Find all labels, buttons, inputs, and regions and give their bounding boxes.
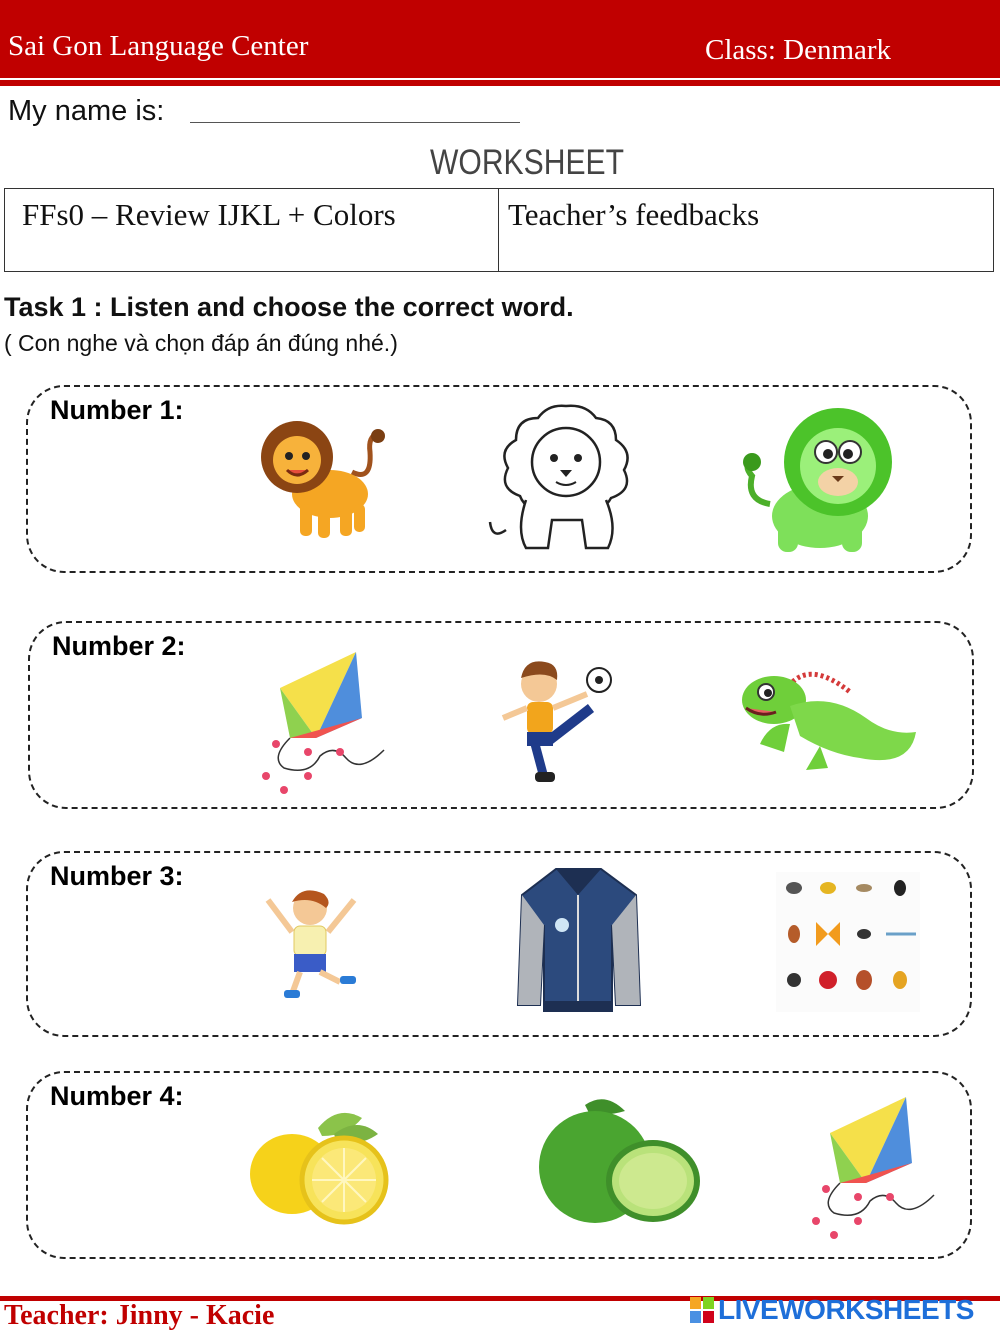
kite-image[interactable] <box>800 1093 940 1245</box>
liveworksheets-icon <box>690 1297 714 1323</box>
info-table <box>4 188 994 272</box>
question-label: Number 3: <box>50 861 184 891</box>
header-bar <box>0 0 1000 78</box>
orange-lion-image[interactable] <box>252 412 387 547</box>
liveworksheets-text: LIVEWORKSHEETS <box>718 1294 974 1325</box>
class-label: Class: Denmark <box>705 34 892 66</box>
school-name: Sai Gon Language Center <box>8 30 309 62</box>
question-label: Number 4: <box>50 1081 184 1111</box>
green-lion-image[interactable] <box>738 404 903 559</box>
teacher-feedback-label: Teacher’s feedbacks <box>508 197 760 232</box>
lemon-image[interactable] <box>248 1108 393 1228</box>
insects-chart-image[interactable] <box>776 872 920 1012</box>
header-divider <box>0 80 1000 86</box>
iguana-image[interactable] <box>740 652 920 777</box>
liveworksheets-logo <box>690 1294 974 1326</box>
task-title: Task 1 : Listen and choose the correct word. <box>4 292 574 322</box>
worksheet-title: WORKSHEET <box>430 143 624 182</box>
lime-image[interactable] <box>535 1095 700 1230</box>
question-label: Number 1: <box>50 395 184 425</box>
name-label: My name is: <box>8 95 165 127</box>
task-subtitle: ( Con nghe và chọn đáp án đúng nhé.) <box>4 330 398 356</box>
jacket-image[interactable] <box>516 865 641 1013</box>
teacher-name: Teacher: Jinny - Kacie <box>4 1300 275 1331</box>
boy-jumping-image[interactable] <box>262 882 362 1002</box>
outline-lion-image[interactable] <box>486 400 646 555</box>
name-input-line[interactable] <box>190 122 520 123</box>
kite-image[interactable] <box>250 648 390 800</box>
boy-kicking-ball-image[interactable] <box>495 648 620 793</box>
question-label: Number 2: <box>52 631 186 661</box>
lesson-title: FFs0 – Review IJKL + Colors <box>22 197 396 232</box>
